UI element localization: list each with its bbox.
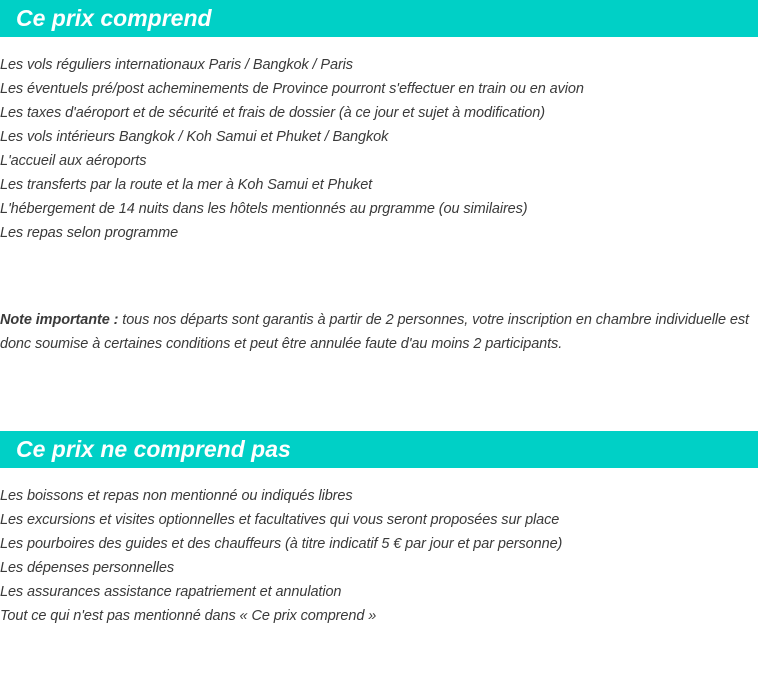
excludes-list: [0, 484, 758, 628]
includes-list: [0, 53, 758, 245]
list-item: L'accueil aux aéroports: [0, 153, 147, 169]
list-item: Les boissons et repas non mentionné ou indiqués libres: [0, 488, 353, 504]
list-item: Les assurances assistance rapatriement et annulation: [0, 584, 342, 600]
important-note: [0, 308, 756, 356]
list-item: Les excursions et visites optionnelles et facultatives qui vous seront proposées sur place: [0, 512, 560, 528]
list-item: Les pourboires des guides et des chauffeurs (à titre indicatif 5 € par jour et par personne): [0, 536, 563, 552]
list-item: Tout ce qui n'est pas mentionné dans « Ce prix comprend »: [0, 608, 377, 624]
list-item: L'hébergement de 14 nuits dans les hôtels mentionnés au prgramme (ou similaires): [0, 201, 528, 217]
list-item: Les dépenses personnelles: [0, 560, 175, 576]
list-item: Les transferts par la route et la mer à Koh Samui et Phuket: [0, 177, 373, 193]
list-item: Les vols intérieurs Bangkok / Koh Samui et Phuket / Bangkok: [0, 129, 389, 145]
list-item: Les vols réguliers internationaux Paris / Bangkok / Paris: [0, 57, 353, 73]
list-item: Les éventuels pré/post acheminements de Province pourront s'effectuer en train ou en avion: [0, 81, 584, 97]
note-label: Note importante :: [0, 311, 119, 328]
includes-header: Ce prix comprend: [0, 0, 758, 37]
note-text: tous nos départs sont garantis à partir de 2 personnes, votre inscription en chambre individuelle est donc soumise à certaines conditions et peut être annulée faute d'au moins 2 participants.: [0, 311, 749, 352]
list-item: Les taxes d'aéroport et de sécurité et frais de dossier (à ce jour et sujet à modification): [0, 105, 545, 121]
list-item: Les repas selon programme: [0, 225, 179, 241]
excludes-header: Ce prix ne comprend pas: [0, 431, 758, 468]
